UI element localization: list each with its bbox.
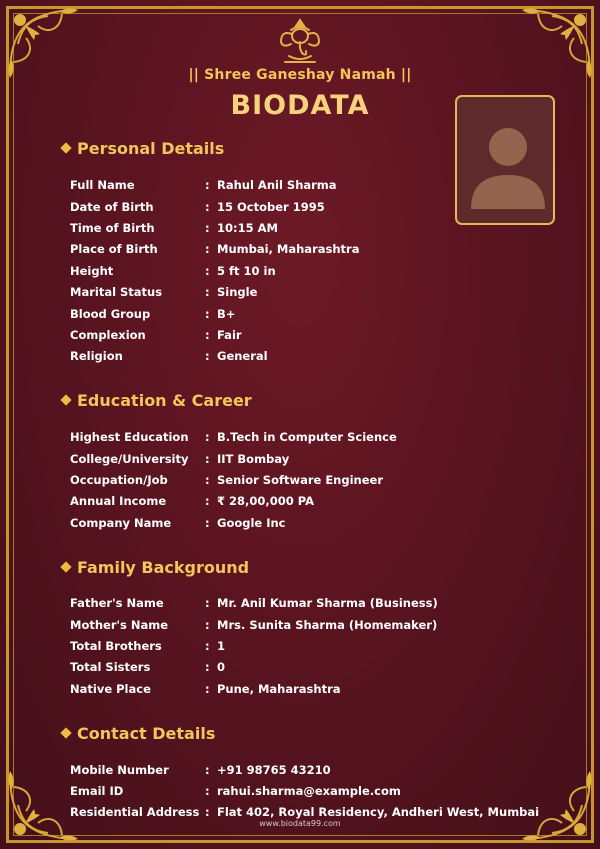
row-label: Total Sisters — [70, 660, 151, 674]
row-value: 5 ft 10 in — [217, 264, 276, 278]
row-colon: : — [205, 618, 210, 632]
row-label: Mobile Number — [70, 763, 169, 777]
row-label: Company Name — [70, 516, 172, 530]
row-label: Highest Education — [70, 430, 189, 444]
row-value: Mumbai, Maharashtra — [217, 242, 360, 256]
row-colon: : — [205, 494, 210, 508]
row-label: Religion — [70, 349, 123, 363]
row-value: Flat 402, Royal Residency, Andheri West, Mumbai — [217, 805, 540, 819]
row-value: B.Tech in Computer Science — [217, 430, 397, 444]
profile-photo-placeholder — [455, 95, 555, 225]
row-value: Senior Software Engineer — [217, 473, 384, 487]
row-label: Date of Birth — [70, 200, 154, 214]
row-value: ₹ 28,00,000 PA — [217, 494, 315, 508]
row-label: Residential Address — [70, 805, 200, 819]
row-colon: : — [205, 473, 210, 487]
row-value: 10:15 AM — [217, 221, 278, 235]
row-value: 1 — [217, 639, 226, 653]
section-title-personal: Personal Details — [62, 139, 224, 158]
diamond-icon — [60, 142, 71, 153]
row-colon: : — [205, 328, 210, 342]
section-title-education: Education & Career — [62, 391, 252, 410]
row-label: College/University — [70, 452, 189, 466]
row-label: Father's Name — [70, 596, 164, 610]
row-value: Mrs. Sunita Sharma (Homemaker) — [217, 618, 438, 632]
row-colon: : — [205, 639, 210, 653]
invocation-text: || Shree Ganeshay Namah || — [188, 67, 412, 83]
section-title-contact: Contact Details — [62, 724, 215, 743]
row-label: Height — [70, 264, 114, 278]
row-colon: : — [205, 200, 210, 214]
ganesha-icon — [273, 16, 327, 66]
page-title: BIODATA — [230, 90, 370, 121]
diamond-icon — [60, 727, 71, 738]
row-value: Single — [217, 285, 258, 299]
row-value: Google Inc — [217, 516, 286, 530]
row-colon: : — [205, 242, 210, 256]
row-value: B+ — [217, 307, 236, 321]
row-colon: : — [205, 763, 210, 777]
row-colon: : — [205, 682, 210, 696]
row-label: Total Brothers — [70, 639, 162, 653]
row-label: Blood Group — [70, 307, 151, 321]
row-colon: : — [205, 349, 210, 363]
row-label: Native Place — [70, 682, 151, 696]
footer-watermark: www.biodata99.com — [259, 819, 341, 828]
row-value: rahui.sharma@example.com — [217, 784, 401, 798]
row-label: Marital Status — [70, 285, 163, 299]
row-colon: : — [205, 307, 210, 321]
diamond-icon — [60, 561, 71, 572]
row-label: Annual Income — [70, 494, 167, 508]
row-label: Complexion — [70, 328, 146, 342]
row-value: Pune, Maharashtra — [217, 682, 341, 696]
row-value: IIT Bombay — [217, 452, 290, 466]
row-colon: : — [205, 264, 210, 278]
profile-placeholder-icon — [457, 97, 555, 225]
row-colon: : — [205, 178, 210, 192]
row-value: General — [217, 349, 268, 363]
row-value: 15 October 1995 — [217, 200, 325, 214]
row-label: Mother's Name — [70, 618, 169, 632]
section-title-family: Family Background — [62, 558, 249, 577]
row-colon: : — [205, 660, 210, 674]
row-colon: : — [205, 596, 210, 610]
row-label: Place of Birth — [70, 242, 158, 256]
row-value: Fair — [217, 328, 242, 342]
row-value: +91 98765 43210 — [217, 763, 331, 777]
row-value: 0 — [217, 660, 226, 674]
row-label: Occupation/Job — [70, 473, 168, 487]
row-colon: : — [205, 452, 210, 466]
row-colon: : — [205, 430, 210, 444]
row-value: Mr. Anil Kumar Sharma (Business) — [217, 596, 438, 610]
row-label: Email ID — [70, 784, 124, 798]
row-colon: : — [205, 784, 210, 798]
row-colon: : — [205, 221, 210, 235]
diamond-icon — [60, 394, 71, 405]
row-label: Time of Birth — [70, 221, 155, 235]
row-colon: : — [205, 285, 210, 299]
row-colon: : — [205, 805, 210, 819]
row-label: Full Name — [70, 178, 135, 192]
row-colon: : — [205, 516, 210, 530]
row-value: Rahul Anil Sharma — [217, 178, 337, 192]
